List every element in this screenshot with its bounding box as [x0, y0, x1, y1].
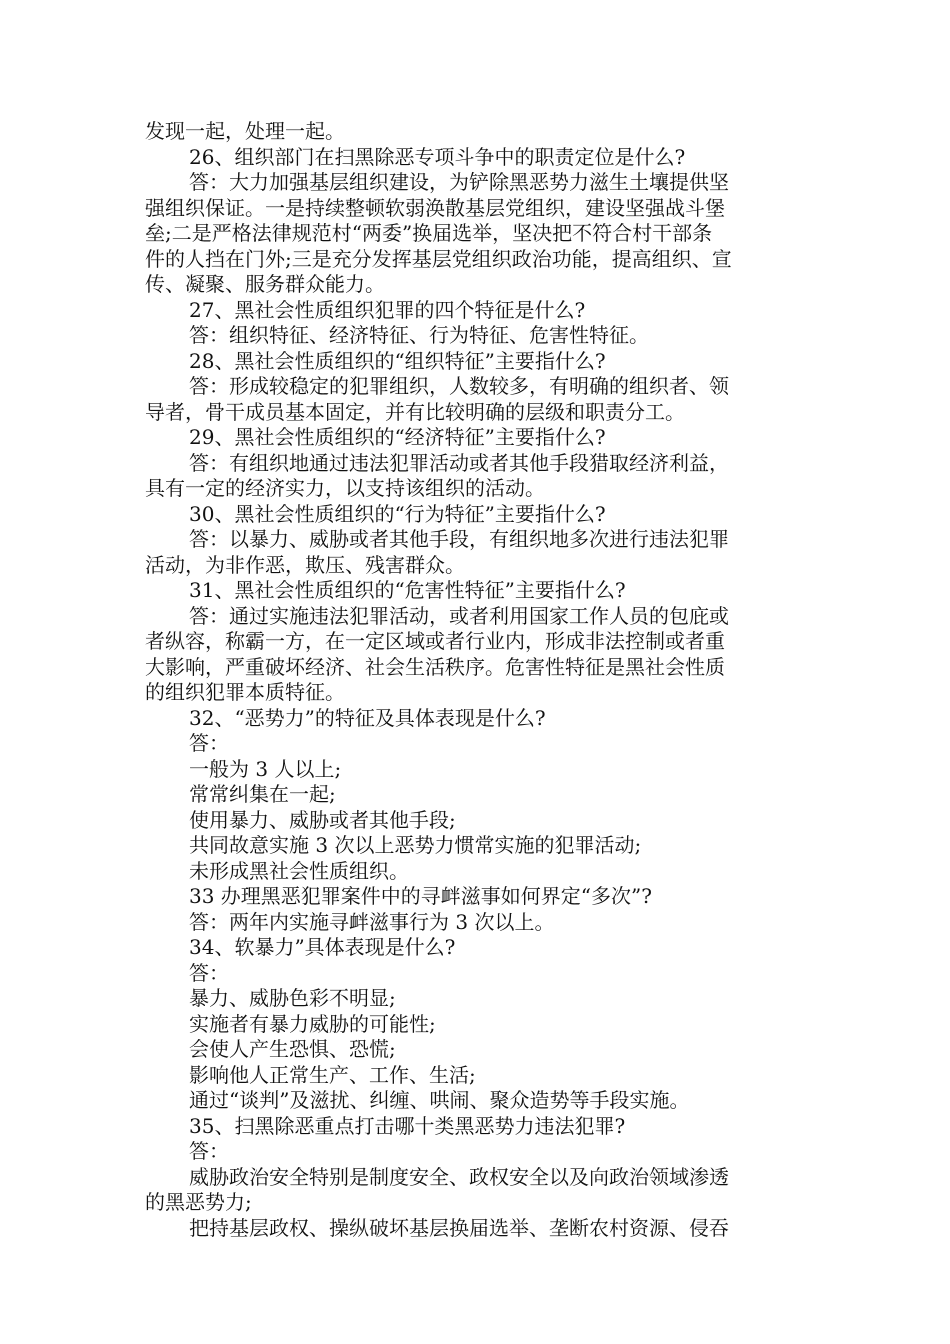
text-line: 发现一起，处理一起。 — [145, 119, 345, 143]
text-line: 威胁政治安全特别是制度安全、政权安全以及向政治领域渗透 — [189, 1164, 729, 1189]
text-line: 答：以暴力、威胁或者其他手段，有组织地多次进行违法犯罪 — [189, 527, 729, 551]
text-line: 大影响，严重破坏经济、社会生活秩序。危害性特征是黑社会性质 — [145, 654, 725, 679]
text-line: 26、组织部门在扫黑除恶专项斗争中的职责定位是什么? — [189, 144, 686, 169]
text-line: 导者，骨干成员基本固定，并有比较明确的层级和职责分工。 — [145, 399, 685, 424]
text-line: 的黑恶势力; — [145, 1190, 252, 1214]
text-line: 件的人挡在门外;三是充分发挥基层党组织政治功能，提高组织、宣 — [145, 246, 732, 271]
text-line: 答：两年内实施寻衅滋事行为 3 次以上。 — [189, 909, 555, 934]
text-line: 一般为 3 人以上; — [189, 756, 342, 781]
text-line: 35、扫黑除恶重点打击哪十类黑恶势力违法犯罪? — [189, 1113, 626, 1138]
text-line: 会使人产生恐惧、恐慌; — [189, 1037, 396, 1061]
text-line: 常常纠集在一起; — [189, 782, 336, 806]
text-line: 答： — [189, 960, 229, 985]
text-line: 强组织保证。一是持续整顿软弱涣散基层党组织，建设坚强战斗堡 — [145, 195, 725, 220]
text-line: 答：有组织地通过违法犯罪活动或者其他手段猎取经济利益， — [189, 450, 729, 475]
text-line: 具有一定的经济实力，以支持该组织的活动。 — [145, 476, 545, 500]
text-line: 答： — [189, 731, 229, 755]
text-line: 答：组织特征、经济特征、行为特征、危害性特征。 — [189, 323, 649, 347]
text-line: 影响他人正常生产、工作、生活; — [189, 1062, 476, 1087]
text-line: 未形成黑社会性质组织。 — [189, 858, 409, 883]
text-line: 答： — [189, 1139, 229, 1163]
text-line: 34、软暴力”具体表现是什么? — [189, 935, 456, 959]
text-line: 暴力、威胁色彩不明显; — [189, 986, 396, 1010]
text-line: 传、凝聚、服务群众能力。 — [145, 272, 385, 296]
text-line: 答：通过实施违法犯罪活动，或者利用国家工作人员的包庇或 — [189, 603, 729, 628]
text-line: 把持基层政权、操纵破坏基层换届选举、垄断农村资源、侵吞 — [189, 1215, 729, 1240]
document-body — [145, 119, 807, 1241]
text-line: 垒;二是严格法律规范村“两委”换届选举，坚决把不符合村干部条 — [145, 221, 713, 245]
text-line: 的组织犯罪本质特征。 — [145, 680, 345, 704]
text-line: 30、黑社会性质组织的“行为特征”主要指什么? — [189, 501, 606, 526]
text-line: 33 办理黑恶犯罪案件中的寻衅滋事如何界定“多次”? — [189, 884, 652, 908]
text-line: 共同故意实施 3 次以上恶势力惯常实施的犯罪活动; — [189, 833, 642, 857]
text-line: 27、黑社会性质组织犯罪的四个特征是什么? — [189, 297, 586, 322]
text-line: 者纵容，称霸一方，在一定区域或者行业内，形成非法控制或者重 — [145, 629, 725, 653]
text-line: 29、黑社会性质组织的“经济特征”主要指什么? — [189, 425, 606, 449]
text-line: 31、黑社会性质组织的“危害性特征”主要指什么? — [189, 578, 626, 602]
text-line: 答：大力加强基层组织建设，为铲除黑恶势力滋生土壤提供坚 — [189, 170, 729, 194]
text-line: 答：形成较稳定的犯罪组织，人数较多，有明确的组织者、领 — [189, 374, 729, 398]
text-line: 32、“恶势力”的特征及具体表现是什么? — [189, 705, 546, 730]
text-line: 实施者有暴力威胁的可能性; — [189, 1011, 436, 1036]
text-line: 活动，为非作恶，欺压、残害群众。 — [145, 552, 465, 577]
text-line: 使用暴力、威胁或者其他手段; — [189, 807, 456, 832]
text-line: 通过“谈判”及滋扰、纠缠、哄闹、聚众造势等手段实施。 — [189, 1088, 690, 1112]
text-line: 28、黑社会性质组织的“组织特征”主要指什么? — [189, 348, 606, 373]
